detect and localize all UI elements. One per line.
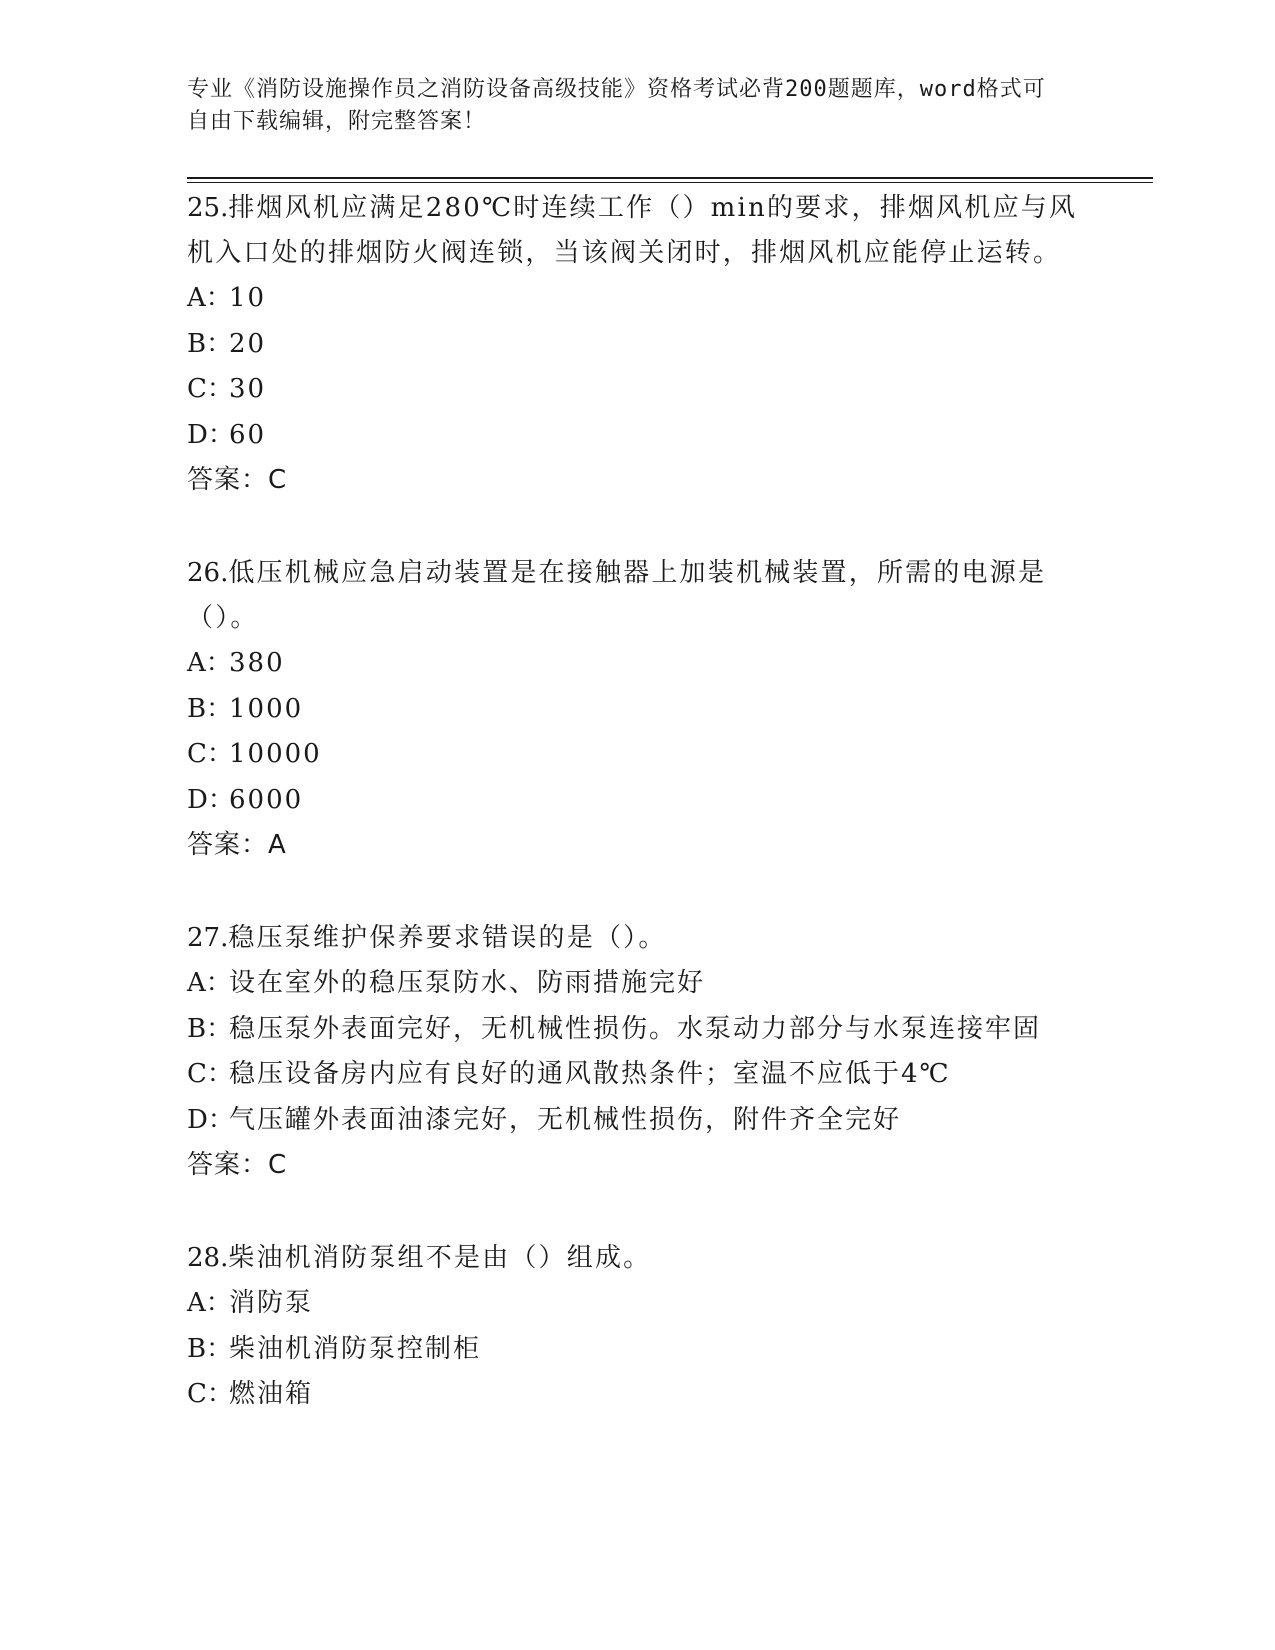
question-28 bbox=[187, 1236, 1087, 1418]
option-key: A： bbox=[187, 283, 232, 313]
option-c bbox=[187, 1372, 1087, 1418]
option-key: C： bbox=[187, 1379, 233, 1409]
option-a bbox=[187, 641, 1087, 687]
option-d bbox=[187, 1098, 1087, 1144]
question-number: 27. bbox=[187, 923, 229, 953]
option-a bbox=[187, 276, 1087, 322]
answer-line: 答案：C bbox=[187, 1150, 288, 1180]
option-b bbox=[187, 1007, 1087, 1053]
option-text: 气压罐外表面油漆完好，无机械性损伤，附件齐全完好 bbox=[229, 1104, 902, 1135]
question-number: 26. bbox=[187, 558, 229, 588]
question-text: 低压机械应急启动装置是在接触器上加装机械装置，所需的电源是（）。 bbox=[187, 558, 1047, 633]
option-d bbox=[187, 413, 1087, 459]
option-a bbox=[187, 1281, 1087, 1327]
option-text: 1000 bbox=[229, 693, 304, 724]
document-header: 专业《消防设施操作员之消防设备高级技能》资格考试必背200题题库，word格式可自由下载编辑，附完整答案！ bbox=[187, 77, 1046, 134]
option-text: 柴油机消防泵控制柜 bbox=[229, 1333, 482, 1364]
answer-line: 答案：C bbox=[187, 465, 288, 495]
question-spacer bbox=[187, 503, 1087, 551]
option-key: A： bbox=[187, 968, 232, 998]
option-text: 6000 bbox=[229, 784, 304, 815]
option-key: C： bbox=[187, 739, 233, 769]
question-list bbox=[187, 186, 1087, 1418]
option-c bbox=[187, 732, 1087, 778]
option-text: 稳压设备房内应有良好的通风散热条件；室温不应低于4℃ bbox=[229, 1059, 951, 1089]
option-text: 20 bbox=[229, 328, 267, 359]
option-a bbox=[187, 961, 1087, 1007]
option-b bbox=[187, 687, 1087, 733]
option-b bbox=[187, 1327, 1087, 1373]
option-text: 60 bbox=[229, 419, 267, 450]
question-stem bbox=[187, 186, 1087, 276]
option-key: D： bbox=[187, 1104, 234, 1135]
question-stem bbox=[187, 551, 1087, 641]
option-text: 30 bbox=[229, 374, 267, 404]
option-key: A： bbox=[187, 1288, 232, 1318]
question-text: 柴油机消防泵组不是由（）组成。 bbox=[228, 1243, 652, 1273]
question-spacer bbox=[187, 1188, 1087, 1236]
option-text: 设在室外的稳压泵防水、防雨措施完好 bbox=[229, 968, 706, 998]
option-text: 10000 bbox=[229, 739, 322, 769]
question-stem bbox=[187, 916, 1087, 961]
option-text: 10 bbox=[229, 283, 267, 313]
question-25 bbox=[187, 186, 1087, 503]
option-key: D： bbox=[187, 419, 234, 450]
option-key: B： bbox=[187, 693, 233, 724]
question-stem bbox=[187, 1236, 1087, 1281]
option-c bbox=[187, 367, 1087, 413]
header-rule-thick bbox=[187, 177, 1153, 179]
question-text: 排烟风机应满足280℃时连续工作（）min的要求，排烟风机应与风机入口处的排烟防火阀连锁，当该阀关闭时，排烟风机应能停止运转。 bbox=[187, 193, 1078, 268]
option-text: 稳压泵外表面完好，无机械性损伤。水泵动力部分与水泵连接牢固 bbox=[229, 1013, 1042, 1044]
question-spacer bbox=[187, 868, 1087, 916]
option-key: C： bbox=[187, 374, 233, 404]
question-27 bbox=[187, 916, 1087, 1188]
option-text: 消防泵 bbox=[229, 1288, 314, 1318]
option-key: B： bbox=[187, 1333, 233, 1364]
header-rule-thin bbox=[187, 182, 1153, 183]
option-key: B： bbox=[187, 328, 233, 359]
option-key: B： bbox=[187, 1013, 233, 1044]
option-d bbox=[187, 778, 1087, 824]
option-text: 380 bbox=[229, 648, 285, 678]
option-b bbox=[187, 322, 1087, 368]
question-number: 28. bbox=[187, 1243, 229, 1273]
question-text: 稳压泵维护保养要求错误的是（）。 bbox=[228, 923, 667, 953]
question-number: 25. bbox=[187, 193, 229, 223]
option-key: A： bbox=[187, 648, 232, 678]
answer-line: 答案：A bbox=[187, 830, 287, 860]
question-26 bbox=[187, 551, 1087, 868]
option-text: 燃油箱 bbox=[229, 1379, 314, 1409]
option-key: D： bbox=[187, 784, 234, 815]
option-c bbox=[187, 1052, 1087, 1098]
option-key: C： bbox=[187, 1059, 233, 1089]
